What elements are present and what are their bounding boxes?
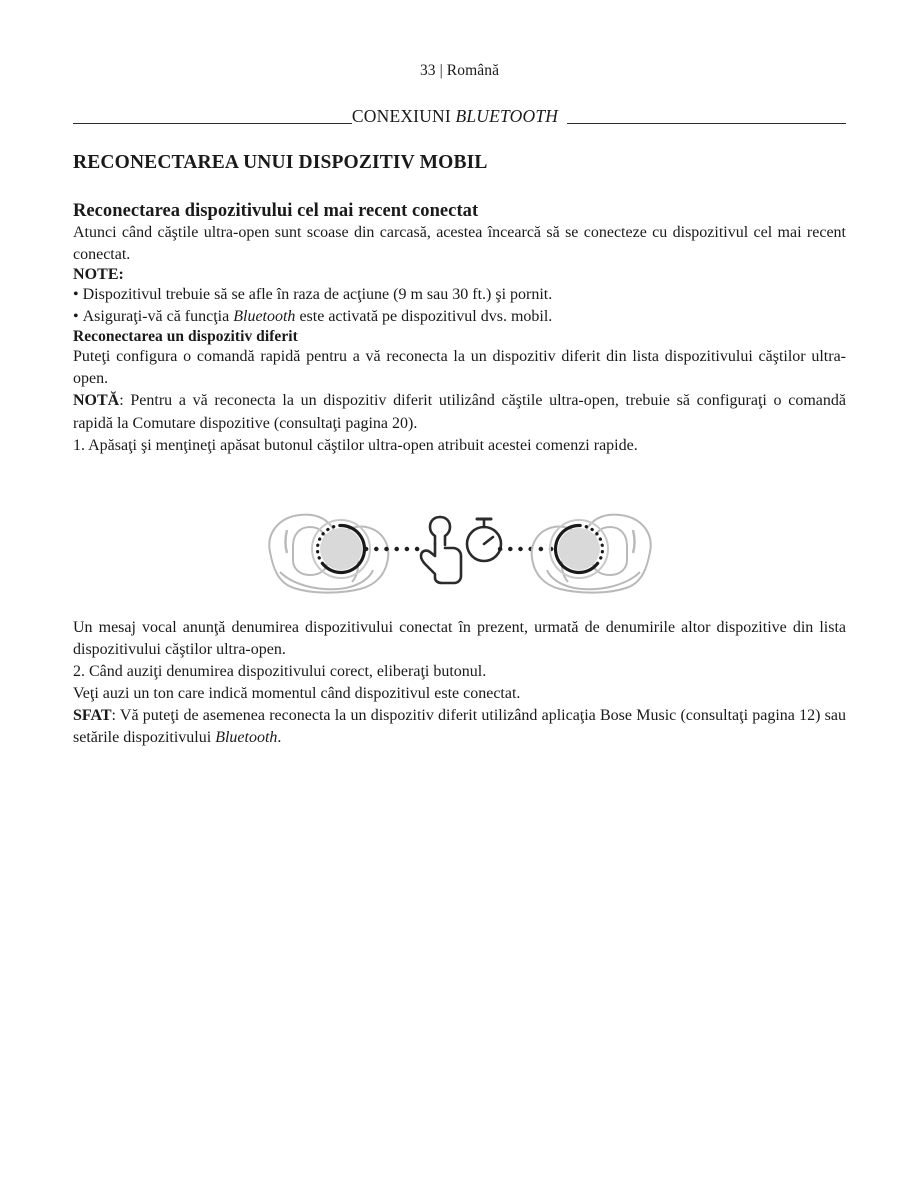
- sfat-paragraph: [73, 705, 846, 749]
- section-rule-right: [567, 123, 846, 124]
- shortcut-paragraph: Puteţi configura o comandă rapidă pentru a vă reconecta la un dispozitiv diferit din lista dispozitivului căştilor ultra-open.: [73, 348, 846, 388]
- subsection-title: Reconectarea dispozitivului cel mai recent conectat: [73, 201, 479, 221]
- note-bullet-1-text: Dispozitivul trebuie să se afle în raza de acţiune (9 m sau 30 ft.) şi pornit.: [82, 286, 553, 304]
- nota-paragraph: [73, 390, 846, 434]
- sfat-italic: Bluetooth: [215, 729, 278, 747]
- step-1-paragraph: 1. Apăsaţi şi menţineţi apăsat butonul căştilor ultra-open atribuit acestei comenzi rapide.: [73, 436, 638, 454]
- sfat-after: .: [277, 729, 282, 747]
- nota-label: NOTĂ: [73, 392, 120, 410]
- left-earbud-button: [312, 520, 370, 578]
- earbuds-figure-svg: [260, 482, 660, 612]
- tap-and-hold-hand-icon: [421, 517, 461, 583]
- section-rule-left: [73, 123, 352, 124]
- note-bullet-2-after: este activată pe dispozitivul dvs. mobil.: [295, 308, 553, 326]
- subsubsection-title: Reconectarea un dispozitiv diferit: [73, 328, 298, 346]
- note-bullet-2-italic: Bluetooth: [233, 308, 296, 326]
- section-title: [352, 106, 558, 127]
- section-title-italic: BLUETOOTH: [455, 105, 559, 126]
- note-label: NOTE:: [73, 266, 124, 284]
- page-title: RECONECTAREA UNUI DISPOZITIV MOBIL: [73, 152, 488, 173]
- note-bullet-1: [73, 284, 846, 306]
- sfat-before: : Vă puteţi de asemenea reconecta la un dispozitiv diferit utilizând aplicaţia Bose Music (consultaţi pagina 12) sau setările dispozitivului: [73, 707, 846, 747]
- after-figure-paragraph: Un mesaj vocal anunţă denumirea dispozitivului conectat în prezent, urmată de denumirile altor dispozitive din lista dispozitivului căştilor ultra-open.: [73, 618, 846, 658]
- sfat-label: SFAT: [73, 707, 112, 725]
- stopwatch-icon: [467, 519, 501, 561]
- note-bullet-2-before: Asiguraţi-vă că funcţia: [82, 308, 234, 326]
- section-header: [73, 106, 846, 126]
- earbuds-press-and-hold-illustration: [73, 477, 846, 617]
- intro-paragraph: Atunci când căştile ultra-open sunt scoase din carcasă, acestea încearcă să se conecteze cu dispozitivul cel mai recent conectat.: [73, 224, 846, 264]
- bullet-dot-icon: •: [73, 286, 79, 304]
- step-2-paragraph: 2. Când auziţi denumirea dispozitivului corect, eliberaţi butonul.: [73, 662, 487, 680]
- page-number: 33 | Română: [419, 62, 500, 79]
- nota-text: : Pentru a vă reconecta la un dispozitiv diferit utilizând căştile ultra-open, trebuie să configuraţi o comandă rapidă la Comutare dispozitive (consultaţi pagina 20).: [73, 392, 846, 432]
- right-earbud-button: [550, 520, 608, 578]
- section-title-plain: CONEXIUNI: [351, 105, 456, 126]
- bullet-dot-icon: •: [73, 308, 79, 326]
- tone-paragraph: Veţi auzi un ton care indică momentul când dispozitivul este conectat.: [73, 684, 521, 702]
- note-bullet-2: [73, 306, 846, 328]
